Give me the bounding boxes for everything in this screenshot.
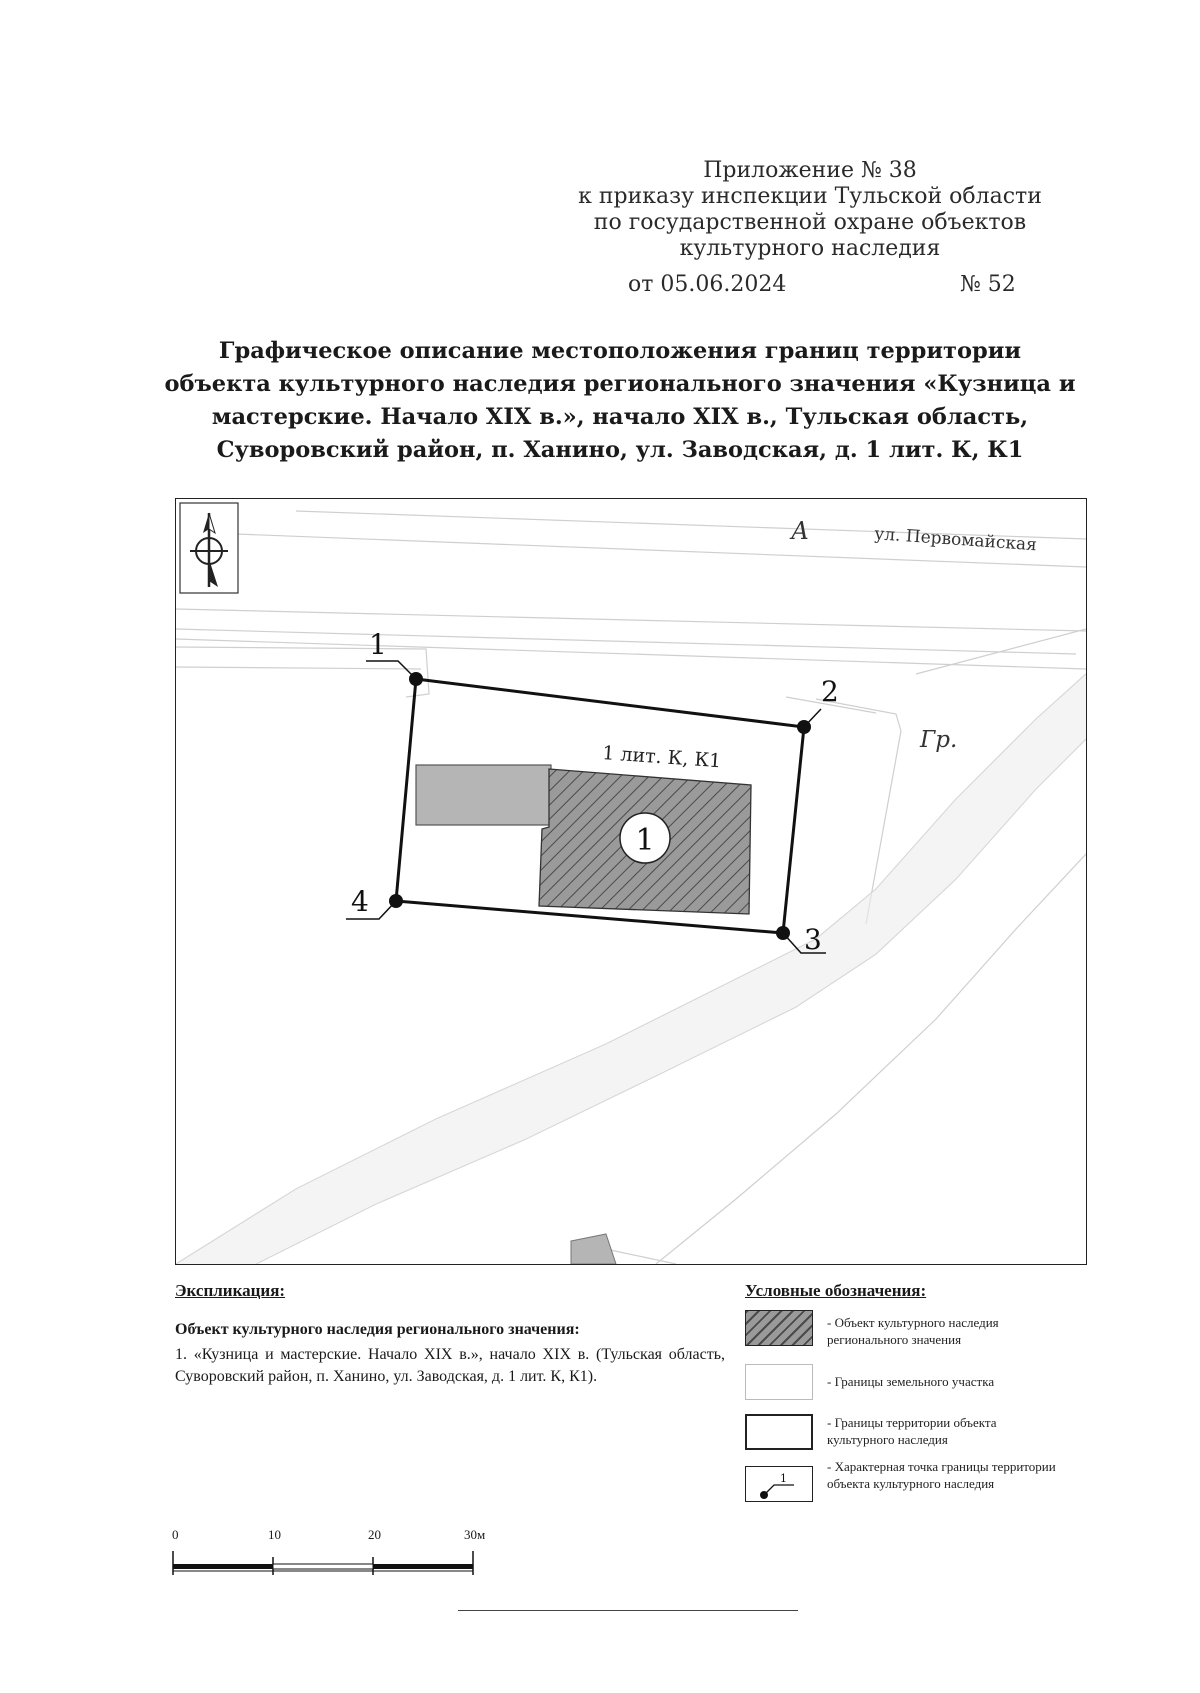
title-line: Суворовский район, п. Ханино, ул. Заводская, д. 1 лит. К, К1 [216, 437, 1024, 463]
order-reference-line: к приказу инспекции Тульской области [578, 184, 1042, 209]
order-date: от 05.06.2024 [628, 272, 787, 297]
street-label: ул. Первомайская [873, 524, 1038, 556]
area-label-gr: Гр. [920, 727, 958, 753]
north-arrow-icon [180, 503, 238, 593]
symbol-number: 1 [780, 1472, 787, 1485]
boundary-point-4 [346, 885, 403, 919]
building-label: 1 лит. К, К1 [601, 742, 722, 773]
legend-symbol-parcel [745, 1364, 813, 1400]
parcel-line [176, 647, 429, 697]
order-reference-line: по государственной охране объектов [593, 210, 1027, 235]
scale-tick: 30м [464, 1527, 486, 1542]
legend-symbol-heritage-object [745, 1310, 813, 1346]
neighbor-building [571, 1234, 616, 1264]
scale-tick: 10 [268, 1527, 281, 1542]
parcel-line [176, 667, 421, 669]
title-line: мастерские. Начало XIX в.», начало XIX в., Тульская область, [211, 404, 1029, 430]
legend-heading: Условные обозначения: [745, 1281, 927, 1300]
scale-bar [172, 1527, 486, 1587]
point-label: 4 [351, 885, 369, 918]
map-drawing [176, 499, 1086, 1264]
point-label: 2 [821, 675, 839, 708]
title-line: объекта культурного наследия регионального значения «Кузница и [164, 371, 1076, 397]
object-number: 1 [635, 823, 655, 858]
order-number: № 52 [960, 272, 1016, 297]
document-title [160, 335, 1080, 467]
explication-subheading: Объект культурного наследия регионального значения: [175, 1321, 580, 1338]
parcel-line [916, 629, 1086, 674]
appendix-number: Приложение № 38 [703, 158, 917, 183]
street-edge [176, 629, 1076, 654]
legend-symbol-territory-boundary [745, 1414, 813, 1450]
adjacent-building [416, 765, 551, 825]
order-reference-line: культурного наследия [679, 236, 941, 261]
explication-text: 1. «Кузница и мастерские. Начало XIX в.», начало XIX в. (Тульская область, Суворовский район, п. Ханино, ул. Заводская, д. 1 лит. К, К1). [175, 1346, 725, 1385]
scale-graphic [172, 1549, 482, 1579]
scale-tick: 20 [368, 1527, 381, 1542]
boundary-point-1 [366, 628, 423, 686]
scale-tick: 0 [172, 1527, 179, 1542]
boundary-point-2 [797, 675, 839, 734]
legend-label: - Объект культурного наследия регионального значения [827, 1315, 999, 1347]
boundary-map [175, 498, 1087, 1265]
explication-heading: Экспликация: [175, 1281, 286, 1300]
document-header [560, 158, 1060, 262]
street-edge [176, 609, 1086, 631]
point-label: 3 [804, 923, 822, 956]
point-label: 1 [369, 628, 387, 661]
legend-label: - Характерная точка границы территории объекта культурного наследия [827, 1459, 1056, 1491]
title-line: Графическое описание местоположения границ территории [218, 338, 1022, 364]
footer-rule [458, 1610, 798, 1611]
legend-label: - Границы земельного участка [827, 1374, 995, 1389]
point-symbol-icon [746, 1467, 814, 1503]
parcel-line [176, 639, 1086, 669]
block-label-a: А [791, 517, 810, 545]
legend-symbol-point [745, 1466, 813, 1502]
legend-label: - Границы территории объекта культурного наследия [827, 1415, 997, 1447]
